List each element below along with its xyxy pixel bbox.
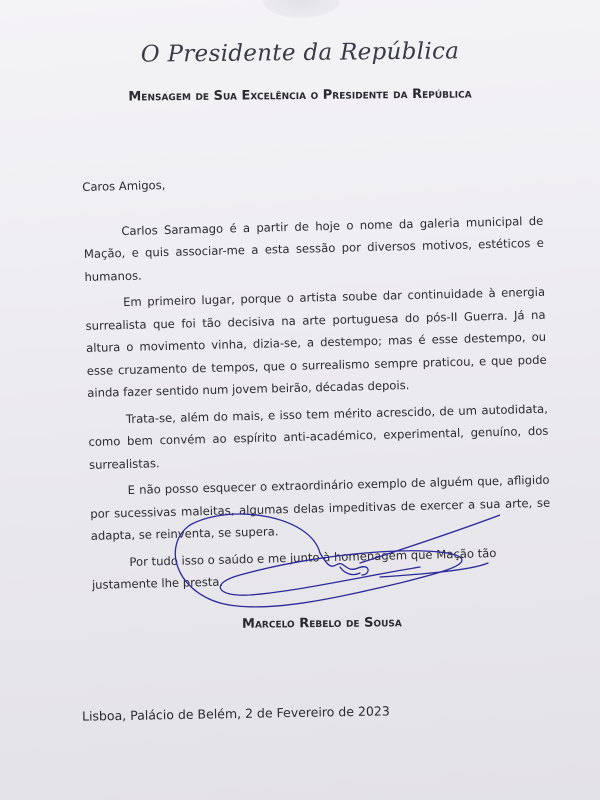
signer-name: Marcelo Rebelo de Sousa <box>241 615 402 632</box>
letterhead-title: O Presidente da República <box>140 38 460 68</box>
paragraph-1: Carlos Saramago é a partir de hoje o nome da galeria municipal de Mação, e quis associar-me a esta sessão por diversos motivos, estéticos e humanos. <box>83 213 544 284</box>
salutation: Caros Amigos, <box>82 177 166 194</box>
paragraph-4: E não posso esquecer o extraordinário exemplo de alguém que, afligido por sucessivas maleitas, algumas delas impeditivas de exercer a sua arte, se adapta, se reinventa, se supera. <box>90 472 551 543</box>
message-heading: Mensagem de Sua Excelência o Presidente da República <box>128 86 472 105</box>
place-and-date: Lisboa, Palácio de Belém, 2 de Fevereiro de 2023 <box>81 703 390 724</box>
handwritten-signature <box>170 505 500 625</box>
paragraph-2: Em primeiro lugar, porque o artista soube dar continuidade à energia surrealista que foi tão decisiva na arte portuguesa do pós-II Guerra. Já na altura o movimento vinha, dizia-se, a destempo; mas é esse destempo, ou esse cruzamento de tempos, que o surrealismo sempre praticou, e que pode ainda fazer sentido num jovem beirão, décadas depois. <box>85 284 547 400</box>
paragraph-5: Por tudo isso o saúdo e me junto à homenagem que Mação tão justamente lhe presta. <box>91 545 497 592</box>
paragraph-3: Trata-se, além do mais, e isso tem mérito acrescido, de um autodidata, como bem convém ao espírito anti-académico, experimental, genuíno, dos surrealistas. <box>88 401 549 472</box>
embossed-crest <box>262 0 340 18</box>
